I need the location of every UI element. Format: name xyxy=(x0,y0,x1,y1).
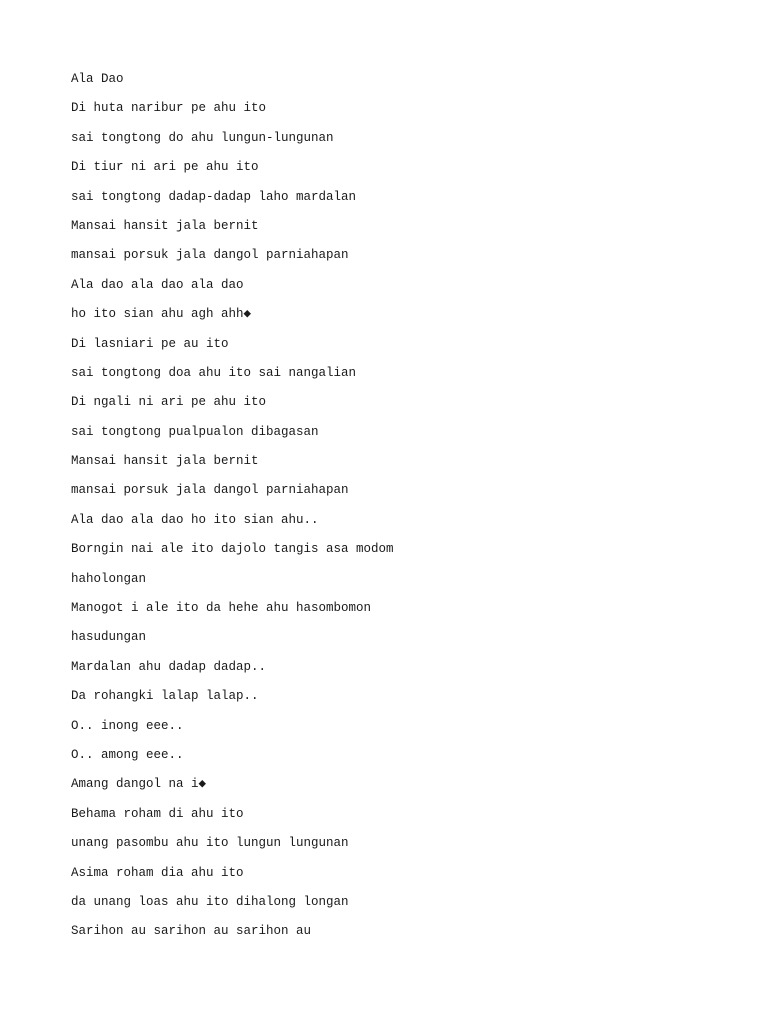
text-line: Mardalan ahu dadap dadap.. xyxy=(71,659,267,674)
text-line: Mansai hansit jala bernit xyxy=(71,454,259,469)
text-line: sai tongtong do ahu lungun-lungunan xyxy=(71,130,334,145)
lyrics-text-block xyxy=(71,71,394,953)
text-line: sai tongtong dadap-dadap laho mardalan xyxy=(71,189,357,204)
text-line: ho ito sian ahu agh ahh◆ xyxy=(71,307,252,322)
text-line: unang pasombu ahu ito lungun lungunan xyxy=(71,836,349,851)
text-line: Ala dao ala dao ho ito sian ahu.. xyxy=(71,512,319,527)
text-line: Borngin nai ale ito dajolo tangis asa modom xyxy=(71,542,394,557)
text-line: O.. among eee.. xyxy=(71,747,184,762)
text-line: Amang dangol na i◆ xyxy=(71,777,207,792)
text-line: mansai porsuk jala dangol parniahapan xyxy=(71,248,349,263)
text-line: Manogot i ale ito da hehe ahu hasombomon xyxy=(71,601,372,616)
text-line: haholongan xyxy=(71,571,147,586)
text-line: Di tiur ni ari pe ahu ito xyxy=(71,160,259,175)
text-line: sai tongtong pualpualon dibagasan xyxy=(71,424,319,439)
text-line: O.. inong eee.. xyxy=(71,718,184,733)
text-line: Sarihon au sarihon au sarihon au xyxy=(71,924,312,939)
text-line: Ala Dao xyxy=(71,72,124,86)
text-line: hasudungan xyxy=(71,630,147,645)
text-line: Di lasniari pe au ito xyxy=(71,336,229,351)
text-line: Da rohangki lalap lalap.. xyxy=(71,689,259,704)
text-line: Mansai hansit jala bernit xyxy=(71,218,259,233)
text-line: Behama roham di ahu ito xyxy=(71,806,244,821)
text-line: da unang loas ahu ito dihalong longan xyxy=(71,894,349,909)
text-line: sai tongtong doa ahu ito sai nangalian xyxy=(71,365,357,380)
text-line: Ala dao ala dao ala dao xyxy=(71,277,244,292)
text-line: Di huta naribur pe ahu ito xyxy=(71,101,267,116)
text-line: Asima roham dia ahu ito xyxy=(71,865,244,880)
text-line: mansai porsuk jala dangol parniahapan xyxy=(71,483,349,498)
text-line: Di ngali ni ari pe ahu ito xyxy=(71,395,267,410)
